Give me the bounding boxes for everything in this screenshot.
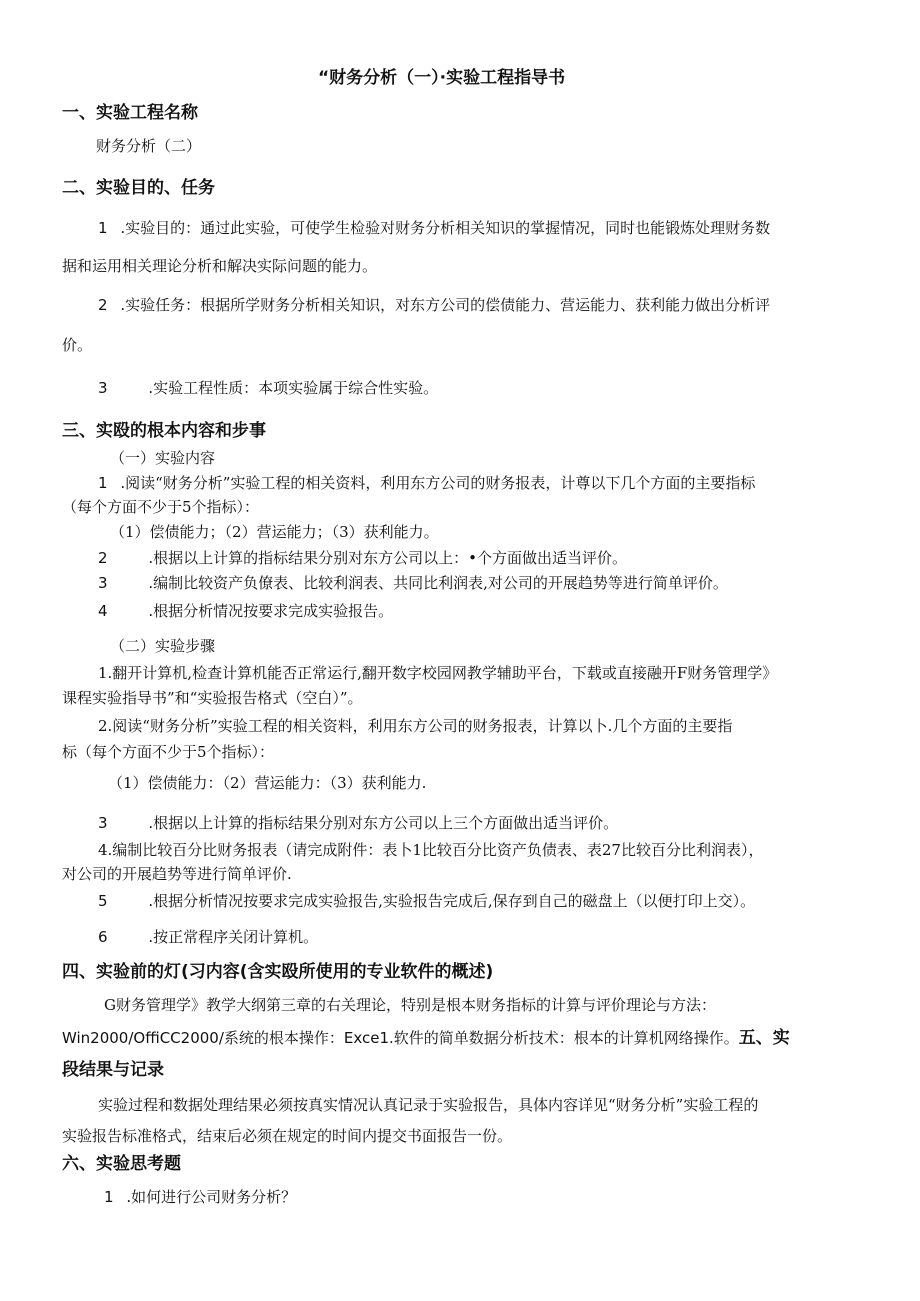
- content-item-1-line-3: （1）偿债能力；（2）营运能力；（3）获利能力。: [110, 523, 439, 541]
- item-number: 5: [98, 892, 108, 910]
- content-item-1-line-1: [98, 473, 755, 493]
- section-1-heading: 一、实验工程名称: [62, 103, 198, 123]
- item-number: 2: [98, 296, 108, 314]
- section-2-item-1-line-2: 据和运用相关理论分析和解决实际问题的能力。: [62, 257, 378, 275]
- step-2-line-3: （1）偿债能力：（2）营运能力：（3）获利能力.: [108, 774, 427, 792]
- content-item-1-line-2: （每个方面不少于5个指标）：: [62, 498, 260, 516]
- section-2-item-3: [98, 378, 438, 398]
- section-5-heading-end: 段结果与记录: [62, 1060, 164, 1080]
- section-5-paragraph-line-1: 实验过程和数据处理结果必须按真实情况认真记录于实验报告，具体内容详见“财务分析”实验工程的: [98, 1096, 759, 1114]
- item-number: 1: [98, 474, 108, 492]
- item-text: .根据以上计算的指标结果分别对东方公司以上三个方面做出适当评价。: [148, 814, 619, 832]
- subsection-steps-heading: （二）实验步骤: [110, 637, 216, 655]
- item-number: 1: [104, 1188, 114, 1206]
- section-2-heading: 二、实验目的、任务: [62, 178, 215, 198]
- item-text: .实验工程性质：本项实验属于综合性实验。: [148, 379, 439, 397]
- item-number: 2: [98, 549, 108, 567]
- item-text: .实验目的：通过此实验，可使学生检验对财务分析相关知识的掌握情况，同时也能锻炼处理财务数: [120, 219, 771, 237]
- step-1-line-1: 1.翻开计算机,检查计算机能否正常运行,翻开数字校园网教学辅助平台，下载或直接融开F财务管理学》: [98, 664, 778, 682]
- content-item-4: [98, 601, 393, 621]
- section-1-project-name: 财务分析（二）: [96, 137, 202, 155]
- content-item-2: [98, 548, 627, 568]
- section-2-item-1-line-1: [98, 218, 770, 238]
- step-4-line-2: 对公司的开展趋势等进行简单评价.: [62, 865, 292, 883]
- question-1: [104, 1187, 296, 1207]
- section-2-item-2-line-1: [98, 295, 770, 315]
- item-number: 1: [98, 219, 108, 237]
- section-5-heading-start: 五、实: [738, 1028, 790, 1048]
- step-2-line-2: 标（每个方面不少于5个指标）：: [62, 743, 275, 761]
- section-3-heading: 三、实殴的根本内容和步事: [62, 421, 266, 441]
- step-4-line-1: 4.编制比较百分比财务报表（请完成附件：表卜1比较百分比资产负债表、表27比较百分比利润表），: [98, 841, 764, 859]
- section-6-heading: 六、实验思考题: [62, 1154, 181, 1174]
- step-5: [98, 891, 755, 911]
- step-6: [98, 927, 318, 947]
- item-text: .按正常程序关闭计算机。: [148, 928, 319, 946]
- item-text: .实验任务：根据所学财务分析相关知识，对东方公司的偿债能力、营运能力、获利能力做出分析评: [120, 296, 771, 314]
- item-number: 3: [98, 814, 108, 832]
- item-text: .如何进行公司财务分析？: [126, 1188, 297, 1206]
- section-2-item-2-line-2: 价。: [62, 336, 93, 354]
- item-number: 6: [98, 928, 108, 946]
- item-text: .根据分析情况按要求完成实验报告,实验报告完成后,保存到自己的磁盘上（以便打印上交）。: [148, 892, 756, 910]
- item-text: .根据以上计算的指标结果分别对东方公司以上：•个方面做出适当评价。: [148, 549, 627, 567]
- section-4-paragraph-2: [62, 1028, 852, 1048]
- paragraph-text: Win2000/OffiCC2000/系统的根本操作：Exce1.软件的简单数据分析技术：根本的计算机网络操作。: [62, 1029, 739, 1047]
- item-number: 4: [98, 602, 108, 620]
- step-1-line-2: 课程实验指导书”和“实验报告格式（空白）”。: [62, 689, 363, 707]
- item-text: .编制比较资产负僚表、比较利润表、共同比利润表,对公司的开展趋势等进行简单评价。: [148, 574, 728, 592]
- document-title: “财务分析（一）·实验工程指导书: [318, 68, 566, 88]
- item-number: 3: [98, 574, 108, 592]
- subsection-content-heading: （一）实验内容: [110, 449, 216, 467]
- content-item-3: [98, 573, 728, 593]
- step-3: [98, 813, 618, 833]
- section-5-paragraph-line-2: 实验报告标准格式，结束后必须在规定的时间内提交书面报告一份。: [62, 1127, 513, 1145]
- item-number: 3: [98, 379, 108, 397]
- item-text: .阅读“财务分析”实验工程的相关资料，利用东方公司的财务报表，计尊以下几个方面的主要指标: [120, 474, 756, 492]
- section-4-paragraph-1: G财务管理学》教学大纲第三章的右关理论，特别是根本财务指标的计算与评价理论与方法：: [104, 996, 716, 1014]
- item-text: .根据分析情况按要求完成实验报告。: [148, 602, 394, 620]
- step-2-line-1: 2.阅读“财务分析”实验工程的相关资料，利用东方公司的财务报表，计算以卜.几个方面的主要指: [98, 717, 733, 735]
- section-4-heading: 四、实验前的灯(习内容(含实殴所使用的专业软件的概述): [62, 962, 494, 982]
